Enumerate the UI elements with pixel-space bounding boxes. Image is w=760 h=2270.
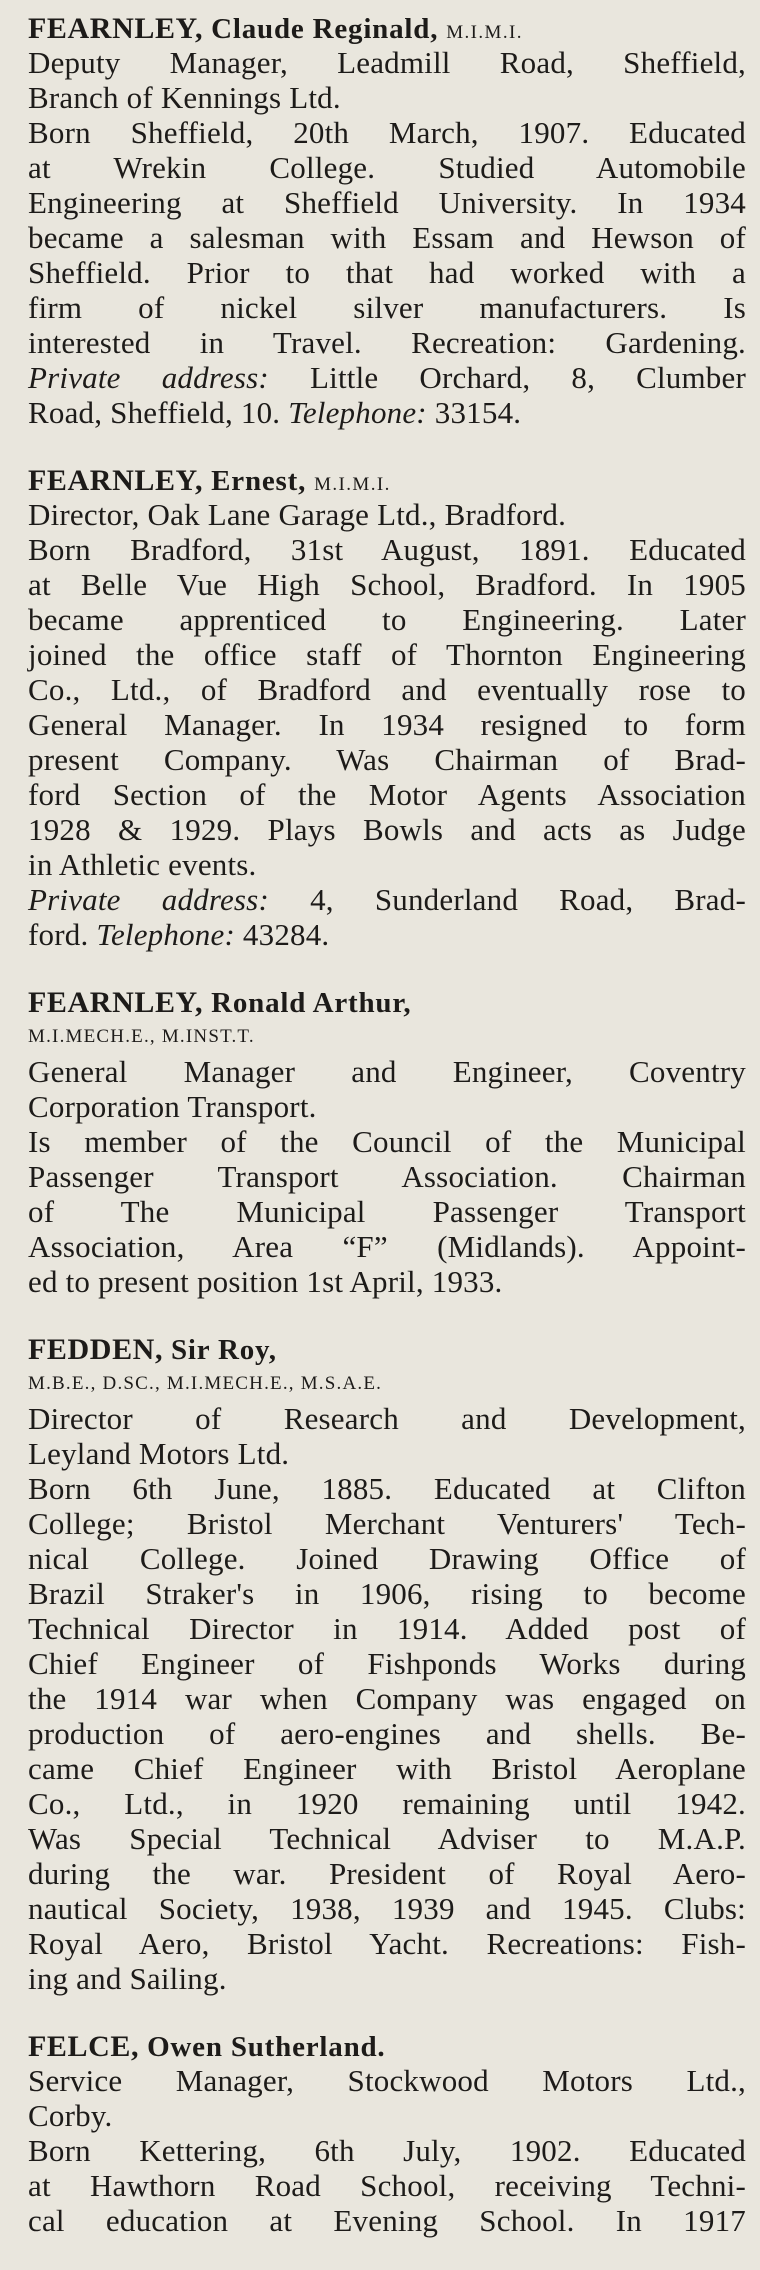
entry-heading bbox=[28, 10, 746, 45]
text-line: interested in Travel. Recreation: Gardening. bbox=[28, 325, 746, 360]
text-line: Born Kettering, 6th July, 1902. Educated bbox=[28, 2133, 746, 2168]
text-line: of The Municipal Passenger Transport bbox=[28, 1194, 746, 1229]
entry-paragraph bbox=[28, 2063, 746, 2133]
text-line: Corporation Transport. bbox=[28, 1089, 317, 1124]
text-line: at Belle Vue High School, Bradford. In 1905 bbox=[28, 567, 746, 602]
entry-heading bbox=[28, 984, 746, 1019]
directory-entry bbox=[28, 984, 746, 1299]
text-line: Deputy Manager, Leadmill Road, Sheffield, bbox=[28, 45, 746, 80]
text-line: Sheffield. Prior to that had worked with a bbox=[28, 255, 746, 290]
text-line: Brazil Straker's in 1906, rising to become bbox=[28, 1576, 746, 1611]
text-line: Royal Aero, Bristol Yacht. Recreations: Fish- bbox=[28, 1926, 746, 1961]
text-line: present Company. Was Chairman of Brad- bbox=[28, 742, 746, 777]
entry-given-names: Sir Roy, bbox=[171, 1334, 277, 1366]
text-line: ford Section of the Motor Agents Association bbox=[28, 777, 746, 812]
text-line: Engineering at Sheffield University. In 1934 bbox=[28, 185, 746, 220]
text-line: Road, Sheffield, 10. Telephone: 33154. bbox=[28, 395, 522, 430]
text-line: in Athletic events. bbox=[28, 847, 257, 882]
text-line: Co., Ltd., of Bradford and eventually rose to bbox=[28, 672, 746, 707]
text-line: came Chief Engineer with Bristol Aeroplane bbox=[28, 1751, 746, 1786]
italic-label: Private address: bbox=[28, 360, 269, 395]
text-line: Passenger Transport Association. Chairman bbox=[28, 1159, 746, 1194]
text-line: Co., Ltd., in 1920 remaining until 1942. bbox=[28, 1786, 746, 1821]
italic-label: Private address: bbox=[28, 882, 269, 917]
text-line: nautical Society, 1938, 1939 and 1945. Clubs: bbox=[28, 1891, 746, 1926]
text-line: nical College. Joined Drawing Office of bbox=[28, 1541, 746, 1576]
entry-paragraph bbox=[28, 532, 746, 882]
text-line: General Manager and Engineer, Coventry bbox=[28, 1054, 746, 1089]
text-line: 1928 & 1929. Plays Bowls and acts as Judge bbox=[28, 812, 746, 847]
text-line: General Manager. In 1934 resigned to form bbox=[28, 707, 746, 742]
entry-given-names: Ernest, bbox=[211, 465, 307, 497]
text-line: Technical Director in 1914. Added post of bbox=[28, 1611, 746, 1646]
directory-page bbox=[28, 10, 746, 2270]
text-line: at Hawthorn Road School, receiving Techni- bbox=[28, 2168, 746, 2203]
entry-surname: FELCE, bbox=[28, 2030, 140, 2063]
text-line: during the war. President of Royal Aero- bbox=[28, 1856, 746, 1891]
entry-paragraph bbox=[28, 1124, 746, 1299]
text-line: Born 6th June, 1885. Educated at Clifton bbox=[28, 1471, 746, 1506]
text-line: Private address: Little Orchard, 8, Clumber bbox=[28, 360, 746, 395]
text-line: ford. Telephone: 43284. bbox=[28, 917, 330, 952]
text-line: ing and Sailing. bbox=[28, 1961, 227, 1996]
text-line: production of aero-engines and shells. Be- bbox=[28, 1716, 746, 1751]
directory-entry bbox=[28, 2028, 746, 2238]
entry-given-names: Claude Reginald, bbox=[211, 13, 439, 45]
text-line: Leyland Motors Ltd. bbox=[28, 1436, 290, 1471]
entry-heading bbox=[28, 1331, 746, 1366]
entry-paragraph bbox=[28, 1471, 746, 1996]
text-line: Service Manager, Stockwood Motors Ltd., bbox=[28, 2063, 746, 2098]
text-line: cal education at Evening School. In 1917 bbox=[28, 2203, 746, 2238]
entry-surname: FEDDEN, bbox=[28, 1333, 164, 1366]
text-line: College; Bristol Merchant Venturers' Tech- bbox=[28, 1506, 746, 1541]
italic-label: Telephone: bbox=[96, 917, 235, 952]
text-line: Private address: 4, Sunderland Road, Brad- bbox=[28, 882, 746, 917]
entry-surname: FEARNLEY, bbox=[28, 986, 204, 1019]
entry-paragraph bbox=[28, 45, 746, 115]
entry-given-names: Ronald Arthur, bbox=[211, 987, 412, 1019]
entry-heading bbox=[28, 2028, 746, 2063]
text-line: Is member of the Council of the Municipal bbox=[28, 1124, 746, 1159]
entry-qualifications: M.I.M.I. bbox=[446, 22, 523, 43]
directory-entry bbox=[28, 462, 746, 952]
directory-entry bbox=[28, 10, 746, 430]
text-line: the 1914 war when Company was engaged on bbox=[28, 1681, 746, 1716]
text-line: Born Bradford, 31st August, 1891. Educated bbox=[28, 532, 746, 567]
text-line: Corby. bbox=[28, 2098, 113, 2133]
entry-surname: FEARNLEY, bbox=[28, 12, 204, 45]
entry-qualifications: M.I.M.I. bbox=[314, 474, 391, 495]
entry-heading bbox=[28, 462, 746, 497]
text-line: ed to present position 1st April, 1933. bbox=[28, 1264, 503, 1299]
entry-paragraph bbox=[28, 2133, 746, 2238]
entry-paragraph bbox=[28, 1054, 746, 1124]
text-line: Director of Research and Development, bbox=[28, 1401, 746, 1436]
italic-label: Telephone: bbox=[288, 395, 427, 430]
entry-given-names: Owen Sutherland. bbox=[147, 2031, 386, 2063]
directory-entry bbox=[28, 1331, 746, 1996]
text-line: Born Sheffield, 20th March, 1907. Educated bbox=[28, 115, 746, 150]
text-line: Chief Engineer of Fishponds Works during bbox=[28, 1646, 746, 1681]
entry-paragraph bbox=[28, 1401, 746, 1471]
entry-paragraph bbox=[28, 497, 746, 532]
entry-paragraph bbox=[28, 115, 746, 430]
entry-qualifications: M.B.E., D.SC., M.I.MECH.E., M.S.A.E. bbox=[28, 1373, 383, 1394]
entry-surname: FEARNLEY, bbox=[28, 464, 204, 497]
entry-qualifications: M.I.MECH.E., M.INST.T. bbox=[28, 1026, 255, 1047]
text-line: Association, Area “F” (Midlands). Appoint- bbox=[28, 1229, 746, 1264]
text-line: joined the office staff of Thornton Engineering bbox=[28, 637, 746, 672]
text-line: firm of nickel silver manufacturers. Is bbox=[28, 290, 746, 325]
entry-paragraph bbox=[28, 882, 746, 952]
text-line: became apprenticed to Engineering. Later bbox=[28, 602, 746, 637]
text-line: Director, Oak Lane Garage Ltd., Bradford. bbox=[28, 497, 567, 532]
text-line: Branch of Kennings Ltd. bbox=[28, 80, 341, 115]
text-line: at Wrekin College. Studied Automobile bbox=[28, 150, 746, 185]
text-line: became a salesman with Essam and Hewson of bbox=[28, 220, 746, 255]
text-line: Was Special Technical Adviser to M.A.P. bbox=[28, 1821, 746, 1856]
